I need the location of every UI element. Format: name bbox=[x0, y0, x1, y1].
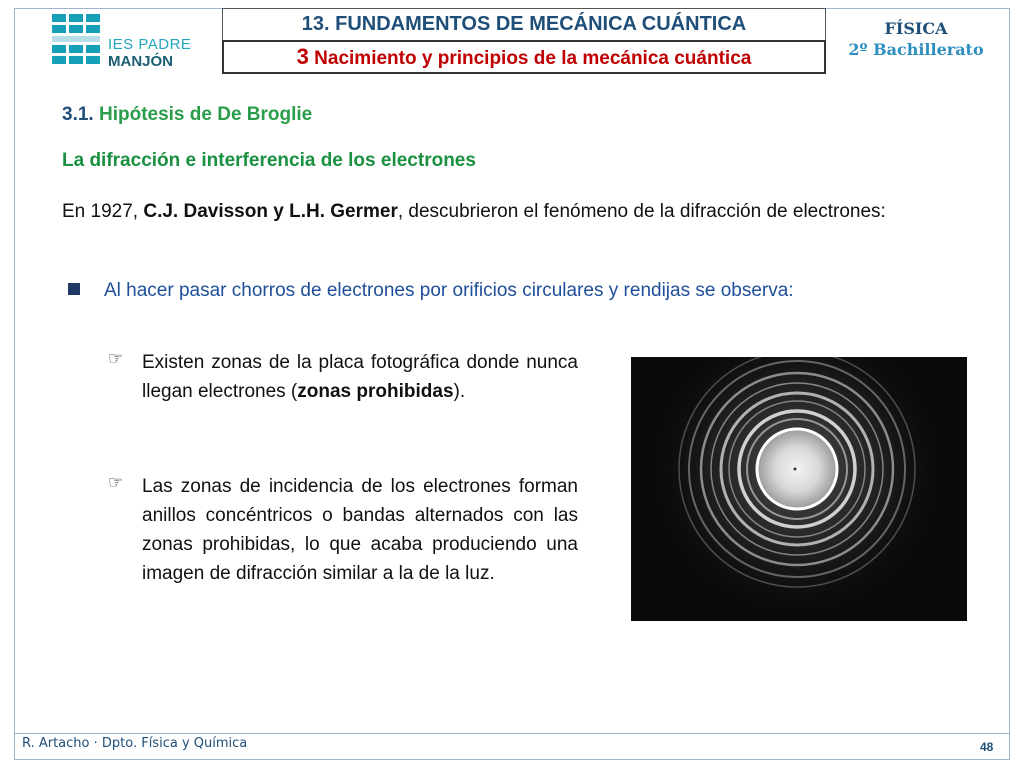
subtitle-number: 3 bbox=[296, 44, 309, 69]
logo-grid-icon bbox=[52, 14, 100, 70]
section-title-text: Hipótesis de De Broglie bbox=[98, 104, 313, 125]
logo-line1: IES PADRE bbox=[108, 36, 192, 53]
intro-part2: , descubrieron el fenómeno de la difracción de electrones: bbox=[397, 201, 886, 222]
sub-bullet-2-text: Las zonas de incidencia de los electrones forman anillos concéntricos o bandas alternados con las zonas prohibidas, lo que acaba produciendo una imagen de difracción similar a la de la luz. bbox=[142, 476, 578, 584]
left-rule bbox=[14, 8, 15, 733]
footer-divider bbox=[14, 733, 1010, 734]
section-subheading: La difracción e interferencia de los electrones bbox=[62, 150, 476, 171]
sub1-post: ). bbox=[453, 381, 466, 402]
subtitle-text: Nacimiento y principios de la mecánica cuántica bbox=[314, 48, 752, 69]
section-title bbox=[62, 104, 312, 126]
logo-text bbox=[108, 36, 191, 70]
page-number: 48 bbox=[980, 740, 994, 754]
square-bullet-icon bbox=[68, 283, 80, 295]
right-rule bbox=[1009, 8, 1010, 733]
diffraction-rings-graphic bbox=[631, 357, 967, 621]
diffraction-pattern-image bbox=[631, 357, 967, 621]
intro-paragraph bbox=[62, 198, 964, 226]
sub1-bold: zonas prohibidas bbox=[297, 381, 454, 402]
pointing-hand-icon: ☞ bbox=[108, 473, 124, 492]
sub-bullet-1-text bbox=[142, 348, 578, 406]
intro-names: C.J. Davisson y L.H. Germer bbox=[143, 201, 398, 222]
course-name: 2º Bachillerato bbox=[848, 40, 984, 59]
sub-bullet-2 bbox=[108, 472, 578, 588]
sub1-pre: Existen zonas de la placa fotográfica donde nunca llegan electrones ( bbox=[142, 352, 578, 402]
footer-author: R. Artacho · Dpto. Física y Química bbox=[22, 736, 248, 751]
subject-name: FÍSICA bbox=[884, 19, 948, 38]
logo-line2: MANJÓN bbox=[108, 53, 174, 70]
title-box bbox=[222, 8, 826, 74]
subject-label bbox=[836, 18, 996, 60]
intro-part1: En 1927, bbox=[62, 201, 139, 222]
school-logo bbox=[52, 14, 192, 72]
unit-subtitle bbox=[222, 40, 826, 74]
section-number: 3.1. bbox=[62, 104, 94, 125]
main-bullet bbox=[62, 276, 964, 305]
main-bullet-text: Al hacer pasar chorros de electrones por orificios circulares y rendijas se observa: bbox=[104, 280, 794, 301]
unit-title: 13. FUNDAMENTOS DE MECÁNICA CUÁNTICA bbox=[222, 8, 826, 40]
pointing-hand-icon: ☞ bbox=[108, 349, 124, 368]
sub-bullet-1 bbox=[108, 348, 578, 406]
